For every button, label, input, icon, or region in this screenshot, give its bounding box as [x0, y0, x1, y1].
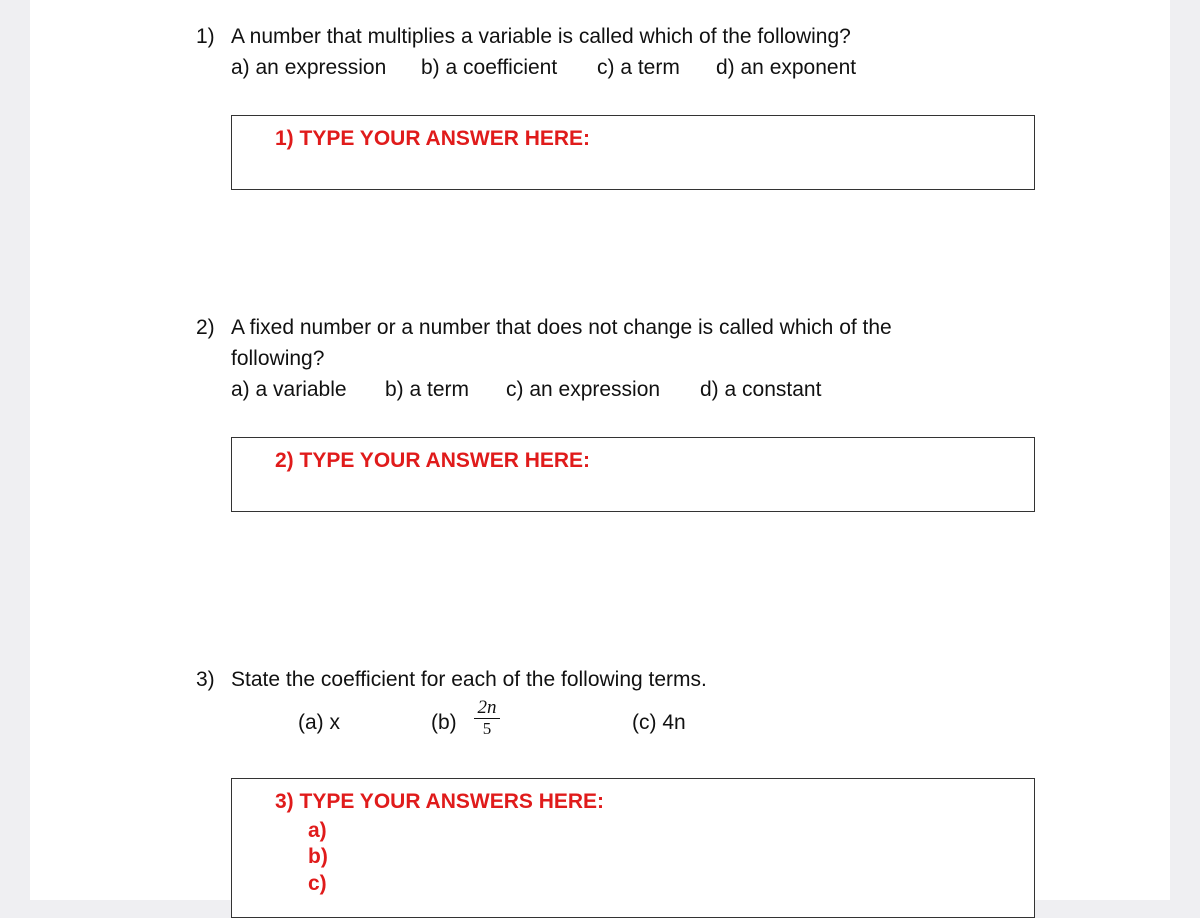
answer-part-b: b)	[308, 845, 328, 868]
term-a: (a) x	[298, 711, 340, 734]
question-2-option-c: c) an expression	[506, 378, 661, 401]
question-2-number: 2)	[196, 316, 215, 339]
question-2-text-line-2: following?	[231, 347, 325, 370]
question-1-option-b: b) a coefficient	[421, 56, 558, 79]
question-1-option-a: a) an expression	[231, 56, 387, 79]
term-b-denominator: 5	[482, 719, 492, 738]
term-c: (c) 4n	[632, 711, 686, 734]
term-b-prefix: (b)	[431, 711, 457, 734]
question-2-option-b: b) a term	[385, 378, 470, 401]
term-b-numerator: 2n	[477, 697, 497, 718]
question-1-option-d: d) an exponent	[716, 56, 857, 79]
question-1-text: A number that multiplies a variable is called which of the following?	[231, 25, 851, 48]
answer-box-2-label: 2) TYPE YOUR ANSWER HERE:	[275, 449, 591, 472]
worksheet-page	[30, 0, 1170, 900]
question-3-text: State the coefficient for each of the following terms.	[231, 668, 707, 691]
answer-box-1[interactable]	[231, 115, 1035, 190]
answer-box-2[interactable]	[231, 437, 1035, 512]
answer-box-3-label: 3) TYPE YOUR ANSWERS HERE:	[275, 790, 605, 813]
question-1-number: 1)	[196, 25, 215, 48]
question-3-number: 3)	[196, 668, 215, 691]
question-2-option-a: a) a variable	[231, 378, 347, 401]
question-1-option-c: c) a term	[597, 56, 680, 79]
answer-box-3[interactable]	[231, 778, 1035, 918]
answer-part-a: a)	[308, 819, 327, 842]
answer-part-c: c)	[308, 872, 327, 895]
answer-box-1-label: 1) TYPE YOUR ANSWER HERE:	[275, 127, 591, 150]
term-b-fraction	[470, 699, 504, 737]
question-2-text-line-1: A fixed number or a number that does not change is called which of the	[231, 316, 892, 339]
question-2-option-d: d) a constant	[700, 378, 822, 401]
